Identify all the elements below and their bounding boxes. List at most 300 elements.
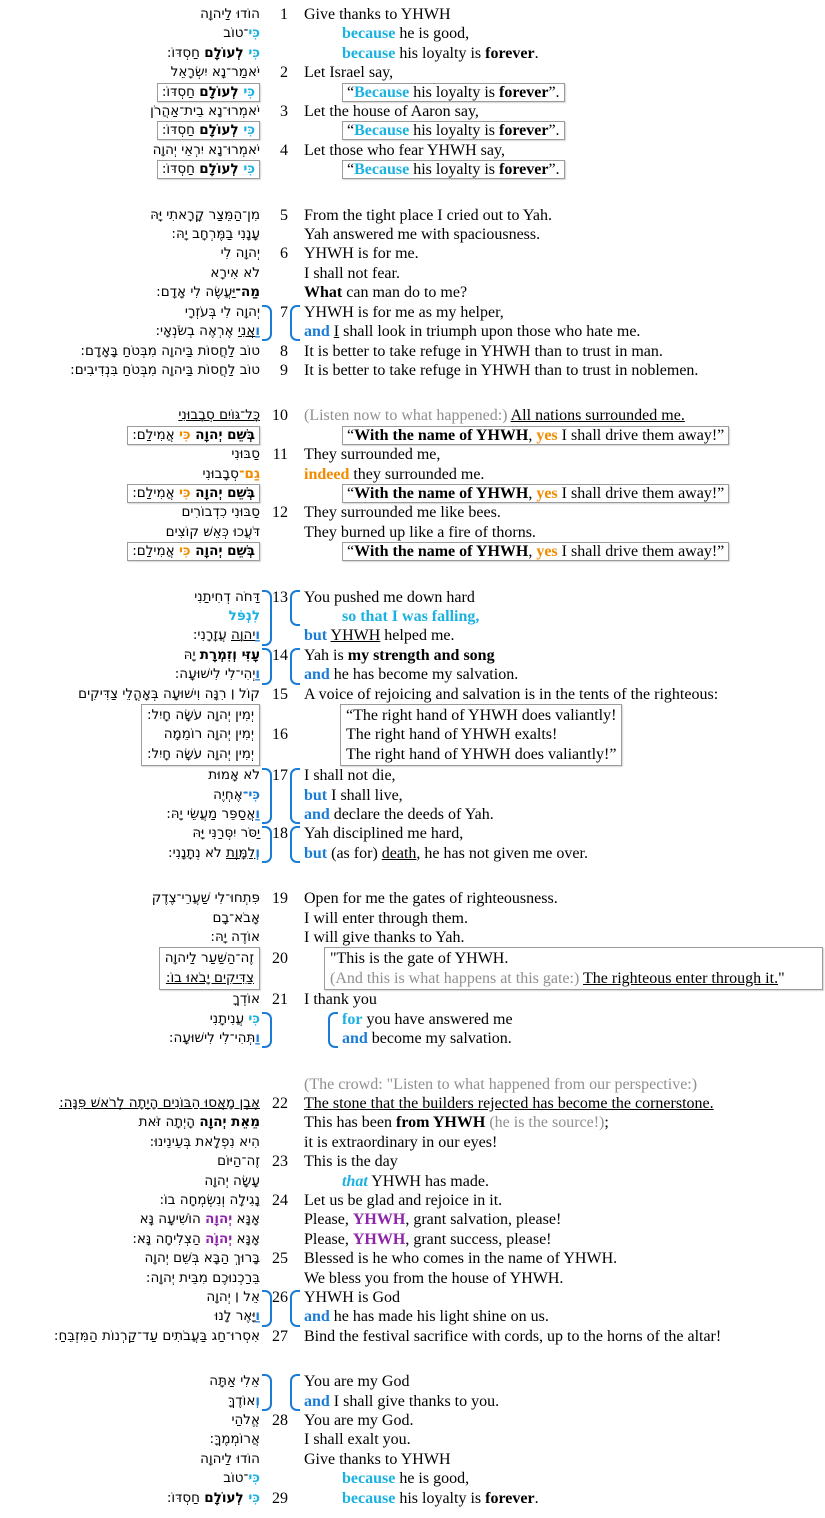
refrain-box [342, 484, 729, 503]
refrain-box [127, 542, 260, 561]
verse-number [260, 264, 288, 283]
verse-row [0, 766, 823, 824]
english-text-segment: Let the house of Aaron say, [304, 103, 479, 121]
english-text-segment: I shall not fear. [304, 264, 400, 282]
hebrew-column [0, 303, 260, 342]
hebrew-line [0, 342, 260, 361]
hebrew-column [0, 1469, 260, 1488]
hebrew-text-segment: אוֹדֶךָּ [228, 1392, 256, 1409]
hebrew-text-segment: לַמָּוֶת [225, 844, 256, 861]
verse-row [0, 445, 823, 464]
verse-number: 5 [280, 206, 288, 224]
verse-number-column [260, 264, 288, 283]
english-column [304, 646, 823, 685]
verse-number-column [260, 704, 288, 764]
english-text-segment: and [342, 1030, 368, 1048]
english-column [304, 342, 823, 361]
hebrew-text-segment: אָנָּא [232, 1211, 260, 1228]
verse-number-column [260, 83, 288, 102]
english-text-segment: I shall drive them away!” [557, 426, 725, 444]
hebrew-text-segment: בְּשֵׁם יְהוָה [190, 426, 255, 443]
hebrew-line [0, 5, 260, 24]
hebrew-text-segment: מַה־ [235, 284, 260, 301]
english-column [304, 1269, 823, 1288]
hebrew-text-segment: יֹאמַר־נָא יִשְׂרָאֵל [170, 64, 260, 81]
english-column [304, 990, 823, 1009]
english-text-segment: forever [485, 44, 535, 62]
bracket-connector-icon [290, 768, 300, 824]
refrain-box [342, 160, 565, 179]
hebrew-text-segment: אָבֹא־בָם [212, 909, 260, 926]
english-text-segment: Let those who fear YHWH say, [304, 141, 505, 159]
verse-row [0, 704, 823, 766]
english-text-segment: Please, [304, 1211, 353, 1229]
english-line [304, 928, 823, 947]
hebrew-column [0, 542, 260, 561]
verse-number: 8 [280, 342, 288, 360]
verse-number-column [260, 1469, 288, 1488]
hebrew-text-segment: כִּי [238, 122, 255, 139]
english-line [304, 523, 823, 542]
english-text-segment: . [534, 1489, 539, 1507]
verse-number-column [260, 1327, 288, 1346]
hebrew-line [0, 1075, 260, 1094]
english-line [304, 1392, 823, 1411]
stanza [0, 889, 823, 1048]
english-column [304, 5, 823, 24]
english-column [304, 361, 823, 380]
verse-number: 29 [272, 1489, 288, 1507]
hebrew-text-segment: וַ [255, 627, 260, 644]
english-column [304, 1094, 823, 1113]
hebrew-text-segment: לְעוֹלָם [199, 83, 239, 100]
verse-row [0, 44, 823, 63]
hebrew-column [0, 342, 260, 361]
english-line [304, 588, 823, 607]
hebrew-line [0, 1450, 260, 1469]
english-text-segment: All nations surrounded me. [510, 407, 685, 425]
verse-number [260, 1269, 288, 1288]
hebrew-column [0, 1288, 260, 1327]
english-text-segment: YHWH [352, 1211, 406, 1229]
english-line [304, 786, 823, 805]
english-text-segment: and [304, 1308, 330, 1326]
refrain-box [127, 426, 260, 445]
english-column [304, 264, 823, 283]
english-line [346, 706, 616, 725]
english-line [304, 1172, 823, 1191]
english-text-segment: “ [347, 122, 355, 140]
verse-row [0, 465, 823, 484]
verse-number: 17 [272, 767, 288, 785]
english-text-segment: I shall drive them away!” [557, 543, 725, 561]
english-column [304, 283, 823, 302]
verse-number [260, 1113, 288, 1132]
english-text-segment: he is good, [395, 1470, 470, 1488]
bracket-connector-icon [262, 305, 272, 342]
english-text-segment: “ [347, 543, 355, 561]
bracket-connector-icon [262, 648, 272, 685]
verse-row [0, 206, 823, 225]
english-text-segment: his loyalty is [409, 122, 499, 140]
verse-number: 21 [272, 991, 288, 1009]
english-line [304, 1075, 823, 1094]
english-text-segment: they surrounded me. [349, 465, 485, 483]
hebrew-text-segment: אִסְרוּ־חַג בַּעֲבֹתִים עַד־קַרְנוֹת הַמִּזְבֵּחַ: [53, 1327, 260, 1344]
english-line [304, 1430, 823, 1449]
english-line [304, 322, 823, 341]
verse-number-column [260, 1430, 288, 1449]
english-text-segment: Give thanks to YHWH [304, 1450, 451, 1468]
verse-row [0, 909, 823, 928]
bracket-connector-icon [262, 590, 272, 646]
hebrew-line [0, 1327, 260, 1346]
verse-number-column [260, 5, 288, 24]
hebrew-text-segment: הִיא נִפְלָאת בְּעֵינֵינוּ: [149, 1133, 260, 1150]
english-column [304, 406, 823, 425]
hebrew-column [0, 1269, 260, 1288]
verse-row [0, 1269, 823, 1288]
english-text-segment: You are my God. [304, 1412, 414, 1429]
english-line [304, 1010, 823, 1029]
refrain-box [342, 426, 729, 445]
hebrew-line [0, 990, 260, 1009]
english-column [304, 445, 823, 464]
hebrew-line [0, 484, 260, 503]
english-text-segment: his loyalty is [395, 44, 486, 62]
hebrew-text-segment: סְבָבוּנִי [202, 465, 239, 482]
english-text-segment: because [342, 1489, 396, 1507]
hebrew-text-segment: עָשָׂה יְהוָה [204, 1172, 260, 1189]
verse-row [0, 484, 823, 503]
verse-number-column [260, 542, 288, 561]
english-text-segment: “The right hand of YHWH does valiantly! [346, 707, 617, 724]
english-column [304, 704, 823, 766]
english-text-segment: I will enter through them. [304, 909, 468, 927]
english-line [304, 24, 823, 43]
english-text-segment: They surrounded me like bees. [304, 504, 501, 522]
english-line [304, 342, 823, 361]
english-text-segment: . [534, 44, 539, 62]
bracket-connector-icon [290, 826, 300, 863]
hebrew-text-segment: מִן־הַמֵּצַר קָרָאתִי יָּהּ [150, 206, 260, 223]
hebrew-line [0, 523, 260, 542]
verse-number [260, 542, 288, 561]
english-text-segment: Let Israel say, [304, 64, 394, 82]
hebrew-column [0, 1075, 260, 1094]
bracket-connector-icon [262, 1290, 272, 1327]
hebrew-line [0, 1307, 260, 1326]
hebrew-line [0, 264, 260, 283]
english-line [330, 949, 817, 968]
verse-number-column [260, 889, 288, 908]
hebrew-text-segment: לְעוֹלָם [204, 1489, 244, 1506]
english-text-segment: , grant success, please! [405, 1230, 552, 1248]
hebrew-column [0, 225, 260, 244]
english-column [304, 1152, 823, 1171]
english-column [304, 1450, 823, 1469]
verse-number [260, 523, 288, 542]
verse-number-column [260, 1411, 288, 1430]
hebrew-text-segment: יֹאמְרוּ־נָא יִרְאֵי יְהוָה [152, 141, 260, 158]
hebrew-text-segment: וַ [255, 1030, 260, 1047]
verse-row [0, 303, 823, 342]
hebrew-column [0, 1430, 260, 1449]
verse-number: 27 [272, 1327, 288, 1345]
english-text-segment: A voice of rejoicing and salvation is in the tents of the righteous: [304, 685, 719, 703]
hebrew-text-segment: וְ [255, 844, 260, 861]
english-line [304, 303, 823, 322]
english-column [304, 824, 823, 863]
hebrew-text-segment: וַ [255, 806, 260, 823]
english-column [304, 588, 823, 646]
verse-number-column [260, 1152, 288, 1171]
english-text-segment: YHWH is for me. [304, 245, 419, 263]
english-text-segment: helped me. [380, 627, 455, 645]
hebrew-text-segment: אֱלֹהַי [231, 1412, 260, 1428]
hebrew-text-segment: יְהִי־לִי לִישׁוּעָה: [174, 666, 256, 683]
hebrew-line [0, 206, 260, 225]
hebrew-line [0, 1288, 260, 1307]
english-line [304, 44, 823, 63]
verse-number: 23 [272, 1153, 288, 1171]
english-text-segment: The stone that the builders rejected has become the cornerstone. [304, 1094, 714, 1112]
english-line [304, 1210, 823, 1229]
english-text-segment: forever [499, 161, 549, 179]
bracket-connector-icon [262, 1374, 272, 1411]
verse-number [260, 225, 288, 244]
verse-number-column [260, 465, 288, 484]
hebrew-text-segment: ־טוֹב [223, 1470, 249, 1487]
english-column [304, 484, 823, 503]
verse-number-column [260, 990, 288, 1009]
hebrew-column [0, 503, 260, 522]
english-line [304, 990, 823, 1009]
english-line [304, 1133, 823, 1152]
english-text-segment: so that I was falling, [342, 607, 480, 625]
english-text-segment: because [342, 25, 396, 43]
verse-number: 16 [272, 726, 288, 744]
english-column [304, 1489, 823, 1508]
verse-number: 2 [280, 64, 288, 82]
hebrew-column [0, 160, 260, 179]
english-line [304, 1469, 823, 1488]
english-column [304, 1372, 823, 1411]
hebrew-line [0, 1469, 260, 1488]
english-text-segment: The righteous enter through it. [583, 969, 779, 987]
hebrew-text-segment: כִּי [243, 44, 260, 61]
hebrew-line [0, 607, 260, 626]
verse-number: 14 [272, 646, 288, 664]
verse-number: 22 [272, 1094, 288, 1112]
english-column [304, 63, 823, 82]
hebrew-line [0, 1372, 260, 1391]
english-column [304, 1010, 823, 1049]
english-text-segment: forever [499, 122, 549, 140]
hebrew-line [165, 969, 254, 988]
verse-number [260, 1210, 288, 1229]
verse-number: 26 [272, 1288, 288, 1306]
stanza [0, 206, 823, 381]
hebrew-line [0, 1411, 260, 1430]
verse-number-column [260, 44, 288, 63]
hebrew-line [0, 685, 260, 704]
english-text-segment: We bless you from the house of YHWH. [304, 1269, 564, 1287]
hebrew-column [0, 206, 260, 225]
english-line [304, 646, 823, 665]
hebrew-line [0, 63, 260, 82]
english-text-segment: Yah is [304, 646, 348, 664]
verse-number: 15 [272, 685, 288, 703]
english-line [304, 607, 823, 626]
english-text-segment: This is the day [304, 1153, 398, 1171]
english-line [304, 225, 823, 244]
hebrew-text-segment: פִּתְחוּ־לִי שַׁעֲרֵי־צֶדֶק [151, 890, 260, 907]
english-text-segment: because [342, 1470, 396, 1488]
verse-number: 18 [272, 825, 288, 843]
english-line [304, 5, 823, 24]
verse-number: 28 [272, 1412, 288, 1429]
english-text-segment: YHWH has made. [367, 1172, 489, 1190]
english-text-segment: can man do to me? [342, 284, 468, 302]
verse-number-column [260, 1269, 288, 1288]
hebrew-text-segment: הוֹדוּ לַיהוָה [200, 1450, 260, 1467]
english-line [304, 83, 823, 102]
english-text-segment: shall look in triumph upon those who hate me. [339, 323, 641, 341]
english-column [304, 24, 823, 43]
verse-number [260, 44, 288, 63]
hebrew-text-segment: אֶרְאֶה בְשֹׂנְאָי: [155, 323, 238, 340]
hebrew-line [0, 465, 260, 484]
refrain-box [342, 542, 729, 561]
hebrew-line [0, 1029, 260, 1048]
hebrew-line [0, 665, 260, 684]
hebrew-text-segment: אוֹדֶה יָהּ: [210, 929, 260, 946]
english-column [304, 102, 823, 121]
english-text-segment: YHWH [330, 627, 381, 645]
hebrew-text-segment: לֹא אִירָא [210, 264, 260, 281]
refrain-box [127, 484, 260, 503]
verse-row [0, 283, 823, 302]
english-text-segment: " [778, 969, 785, 987]
verse-row [0, 1327, 823, 1346]
english-text-segment: With the name of YHWH [354, 484, 529, 502]
english-column [304, 685, 823, 704]
verse-row [0, 102, 823, 121]
english-text-segment: Open for me the gates of righteousness. [304, 890, 558, 908]
english-line [304, 1307, 823, 1326]
hebrew-text-segment: חַסְדּוֹ: [161, 83, 200, 100]
refrain-box [157, 160, 260, 179]
verse-row [0, 646, 823, 685]
verse-number-column [260, 102, 288, 121]
verse-row [0, 542, 823, 561]
refrain-box [157, 83, 260, 102]
verse-row [0, 426, 823, 445]
verse-number: 12 [272, 504, 288, 522]
english-text-segment: I thank you [304, 991, 377, 1009]
verse-number-column [260, 503, 288, 522]
hebrew-line [0, 588, 260, 607]
hebrew-text-segment: יַּעֲשֶׂה לִי אָדָם: [156, 284, 236, 301]
verse-number: 25 [272, 1250, 288, 1268]
refrain-box [159, 947, 260, 990]
hebrew-text-segment: אָנָּא [232, 1230, 260, 1247]
english-text-segment: (The crowd: "Listen to what happened from our perspective:) [304, 1075, 698, 1093]
verse-row [0, 83, 823, 102]
hebrew-text-segment: כִּי־ [242, 786, 260, 803]
verse-row [0, 1450, 823, 1469]
english-text-segment: Because [354, 83, 410, 101]
hebrew-text-segment: אוֹדְךָ [232, 991, 260, 1008]
hebrew-text-segment: סַבּוּנִי [231, 446, 260, 463]
hebrew-column [0, 1094, 260, 1113]
english-line [304, 1113, 823, 1132]
english-text-segment: Please, [304, 1230, 353, 1248]
verse-number [260, 83, 288, 102]
verse-number: 11 [272, 446, 288, 464]
verse-row [0, 1133, 823, 1152]
hebrew-line [0, 244, 260, 263]
hebrew-column [0, 1210, 260, 1229]
english-text-segment: With the name of YHWH [354, 426, 529, 444]
hebrew-text-segment: בֵּרַכְנוּכֶם מִבֵּית יְהוָה: [145, 1269, 260, 1286]
english-column [304, 1172, 823, 1191]
verse-number [260, 465, 288, 484]
english-line [304, 665, 823, 684]
hebrew-text-segment: דַּחֹה דְחִיתַנִי [194, 588, 260, 605]
hebrew-line [0, 626, 260, 645]
hebrew-text-segment: אֲסַפֵּר מַעֲשֵׂי יָהּ: [166, 806, 256, 823]
english-column [304, 1288, 823, 1327]
refrain-box [324, 947, 823, 990]
english-column [304, 303, 823, 342]
verse-number [260, 928, 288, 947]
verse-row [0, 361, 823, 380]
verse-row [0, 1172, 823, 1191]
hebrew-text-segment: תְּהִי־לִי לִישׁוּעָה: [168, 1030, 256, 1047]
english-column [304, 1230, 823, 1249]
english-line [304, 1249, 823, 1268]
hebrew-line [0, 1230, 260, 1249]
english-text-segment: I shall not die, [304, 767, 396, 785]
english-text-segment: They surrounded me, [304, 446, 441, 464]
hebrew-text-segment: יְהוָה [205, 1211, 233, 1228]
verse-number: 7 [280, 303, 288, 321]
hebrew-text-segment: עֲזָרָנִי: [192, 627, 232, 644]
hebrew-column [0, 685, 260, 704]
english-text-segment: (he is the source!) [489, 1114, 605, 1132]
bracket-connector-icon [290, 648, 300, 685]
bracket-connector-icon [262, 768, 272, 824]
english-text-segment: and [304, 323, 330, 341]
english-line [304, 426, 823, 445]
verse-number [260, 969, 288, 988]
english-text-segment: It is better to take refuge in YHWH than to trust in man. [304, 342, 663, 360]
verse-row [0, 141, 823, 160]
hebrew-text-segment: לְעוֹלָם [199, 161, 239, 178]
stanza [0, 406, 823, 561]
hebrew-text-segment: כִּי [178, 484, 191, 501]
verse-number-column [260, 121, 288, 140]
english-text-segment: You pushed me down hard [304, 588, 475, 606]
english-text-segment: Because [354, 161, 410, 179]
hebrew-column [0, 588, 260, 646]
hebrew-column [0, 1327, 260, 1346]
english-text-segment: he has become my salvation. [329, 666, 519, 684]
english-line [304, 542, 823, 561]
hebrew-line [0, 889, 260, 908]
